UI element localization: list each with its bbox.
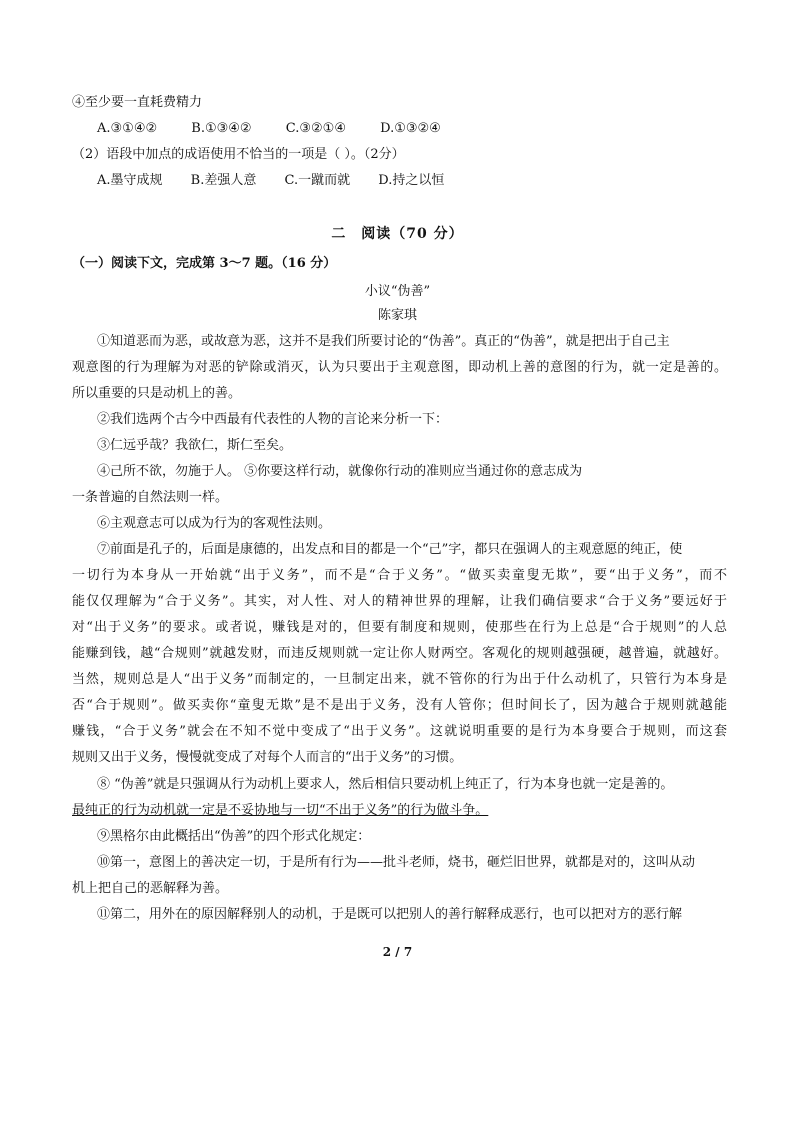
section-title: 二 阅读（70 分） — [331, 226, 464, 242]
paragraph-line: 否“合于规则”。做买卖你“童叟无欺”是不是出于义务，没有人管你；但时间长了，因为越合于规则就越能 — [72, 698, 727, 713]
q1-option-b: B.①③④② — [191, 121, 252, 136]
q1-option-c: C.③②①④ — [285, 121, 346, 136]
paragraph-line: 赚钱，“合于义务”就会在不知不觉中变成了“出于义务”。这就说明重要的是行为本身要合于规则，而这套 — [72, 724, 727, 739]
page-number: 2 / 7 — [382, 945, 413, 959]
q2-option-a: A.墨守成规 — [97, 173, 163, 188]
q2-option-b: B.差强人意 — [190, 173, 257, 188]
article-author: 陈家琪 — [377, 308, 417, 323]
paragraph-line: 规则又出于义务，慢慢就变成了对每个人而言的“出于义务”的习惯。 — [72, 750, 463, 765]
q2-option-d: D.持之以恒 — [378, 173, 445, 188]
paragraph-line: ②我们选两个古今中西最有代表性的人物的言论来分析一下： — [97, 412, 449, 427]
q1-item-4: ④至少要一直耗费精力 — [72, 95, 203, 110]
paragraph-line: ⑦前面是孔子的，后面是康德的，出发点和目的都是一个“己”字，都只在强调人的主观意愿的纯正，使 — [97, 542, 683, 557]
paragraph-line: 一切行为本身从一开始就“出于义务”，而不是“合于义务”。“做买卖童叟无欺”，要“出于义务”，而不 — [72, 568, 727, 583]
paragraph-line: ④己所不欲，勿施于人。 ⑤你要这样行动，就像你行动的准则应当通过你的意志成为 — [97, 464, 583, 479]
paragraph-line: ⑪第二，用外在的原因解释别人的动机，于是既可以把别人的善行解释成恶行，也可以把对方的恶行解 — [97, 907, 683, 922]
underlined-sentence: 最纯正的行为动机就一定是不妥协地与一切“不出于义务”的行为做斗争。 — [72, 803, 489, 818]
paragraph-line: 当然，规则总是人“出于义务”而制定的，一旦制定出来，就不管你的行为出于什么动机了，只管行为本身是 — [72, 672, 727, 687]
q1-option-d: D.①③②④ — [380, 121, 441, 136]
paragraph-line: 能仅仅理解为“合于义务”。其实，对人性、对人的精神世界的理解，让我们确信要求“合于义务”要远好于 — [72, 594, 727, 609]
paragraph-line: ③仁远乎哉？我欲仁，斯仁至矣。 — [97, 438, 293, 453]
article-title: 小议“伪善” — [364, 284, 431, 299]
q1-options — [97, 120, 727, 138]
q1-option-a: A.③①④② — [97, 121, 158, 136]
paragraph-line: ①知道恶而为恶，或故意为恶，这并不是我们所要讨论的“伪善”。真正的“伪善”，就是把出于自己主 — [97, 334, 670, 349]
paragraph-line: 所以重要的只是动机上的善。 — [72, 386, 242, 401]
q2-option-c: C.一蹴而就 — [284, 173, 351, 188]
paragraph-line: 能赚到钱，越“合规则”就越发财，而违反规则就一定让你人财两空。客观化的规则越强硬，越普遍，就越好。 — [72, 646, 727, 661]
paragraph-line: 机上把自己的恶解释为善。 — [72, 881, 229, 896]
paragraph-line: ⑥主观意志可以成为行为的客观性法则。 — [97, 516, 332, 531]
section-intro: （一）阅读下文，完成第 3～7 题。（16 分） — [72, 256, 337, 271]
q2-options — [97, 172, 727, 190]
paragraph-line: ⑧ “伪善”就是只强调从行为动机上要求人，然后相信只要动机上纯正了，行为本身也就一定是善的。 — [97, 777, 674, 792]
paragraph-line: ⑩第一，意图上的善决定一切，于是所有行为——批斗老师，烧书，砸烂旧世界，就都是对的，这叫从动 — [97, 855, 696, 870]
q2-stem: （2）语段中加点的成语使用不恰当的一项是（ ）。（2分） — [72, 147, 405, 162]
paragraph-line: 观意图的行为理解为对恶的铲除或消灭，认为只要出于主观意图，即动机上善的意图的行为，就一定是善的。 — [72, 360, 727, 375]
paragraph-line: 对“出于义务”的要求。或者说，赚钱是对的，但要有制度和规则，使那些在行为上总是“合于规则”的人总 — [72, 620, 727, 635]
paragraph-line: 一条普遍的自然法则一样。 — [72, 490, 229, 505]
paragraph-line: ⑨黑格尔由此概括出“伪善”的四个形式化规定： — [97, 829, 371, 844]
